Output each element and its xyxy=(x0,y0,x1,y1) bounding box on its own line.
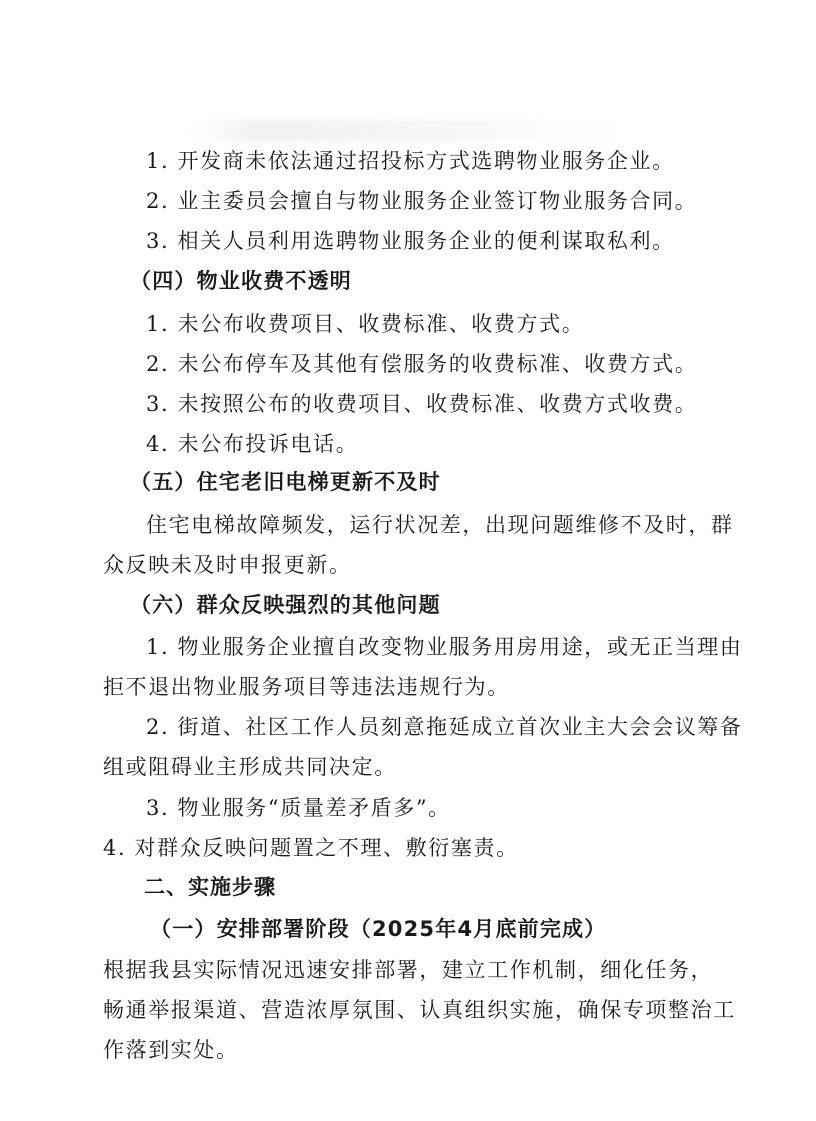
paragraph-line: 畅通举报渠道、营造浓厚氛围、认真组织实施，确保专项整治工 xyxy=(103,998,736,1022)
section-heading: （四）物业收费不透明 xyxy=(130,269,352,293)
section-heading: （一）安排部署阶段（2025年4月底前完成） xyxy=(150,917,607,941)
list-item: 3. 未按照公布的收费项目、收费标准、收费方式收费。 xyxy=(146,392,698,416)
list-item: 2. 业主委员会擅自与物业服务企业签订物业服务合同。 xyxy=(146,189,698,213)
chapter-heading: 二、实施步骤 xyxy=(144,875,276,899)
list-item: 3. 相关人员利用选聘物业服务企业的便利谋取私利。 xyxy=(146,229,675,253)
scan-artifact xyxy=(190,120,620,142)
list-item: 3. 物业服务“质量差矛盾多”。 xyxy=(146,796,451,820)
paragraph-line: 住宅电梯故障频发，运行状况差，出现问题维修不及时，群 xyxy=(146,513,734,537)
list-item: 2. 未公布停车及其他有偿服务的收费标准、收费方式。 xyxy=(146,352,698,376)
list-item: 4. 未公布投诉电话。 xyxy=(146,432,359,456)
list-item: 1. 未公布收费项目、收费标准、收费方式。 xyxy=(146,312,585,336)
paragraph-line: 作落到实处。 xyxy=(103,1038,239,1062)
list-item: 拒不退出物业服务项目等违法违规行为。 xyxy=(103,675,510,699)
section-heading: （五）住宅老旧电梯更新不及时 xyxy=(130,470,441,494)
section-heading: （六）群众反映强烈的其他问题 xyxy=(130,593,441,617)
list-item: 1. 物业服务企业擅自改变物业服务用房用途，或无正当理由 xyxy=(146,635,743,659)
list-item: 4. 对群众反映问题置之不理、敷衍塞责。 xyxy=(103,836,519,860)
paragraph-line: 根据我县实际情况迅速安排部署，建立工作机制，细化任务， xyxy=(103,958,714,982)
paragraph-line: 众反映未及时申报更新。 xyxy=(103,553,352,577)
list-item: 2. 街道、社区工作人员刻意拖延成立首次业主大会会议筹备 xyxy=(146,715,743,739)
list-item: 1. 开发商未依法通过招投标方式选聘物业服务企业。 xyxy=(146,149,675,173)
list-item: 组或阻碍业主形成共同决定。 xyxy=(103,755,397,779)
